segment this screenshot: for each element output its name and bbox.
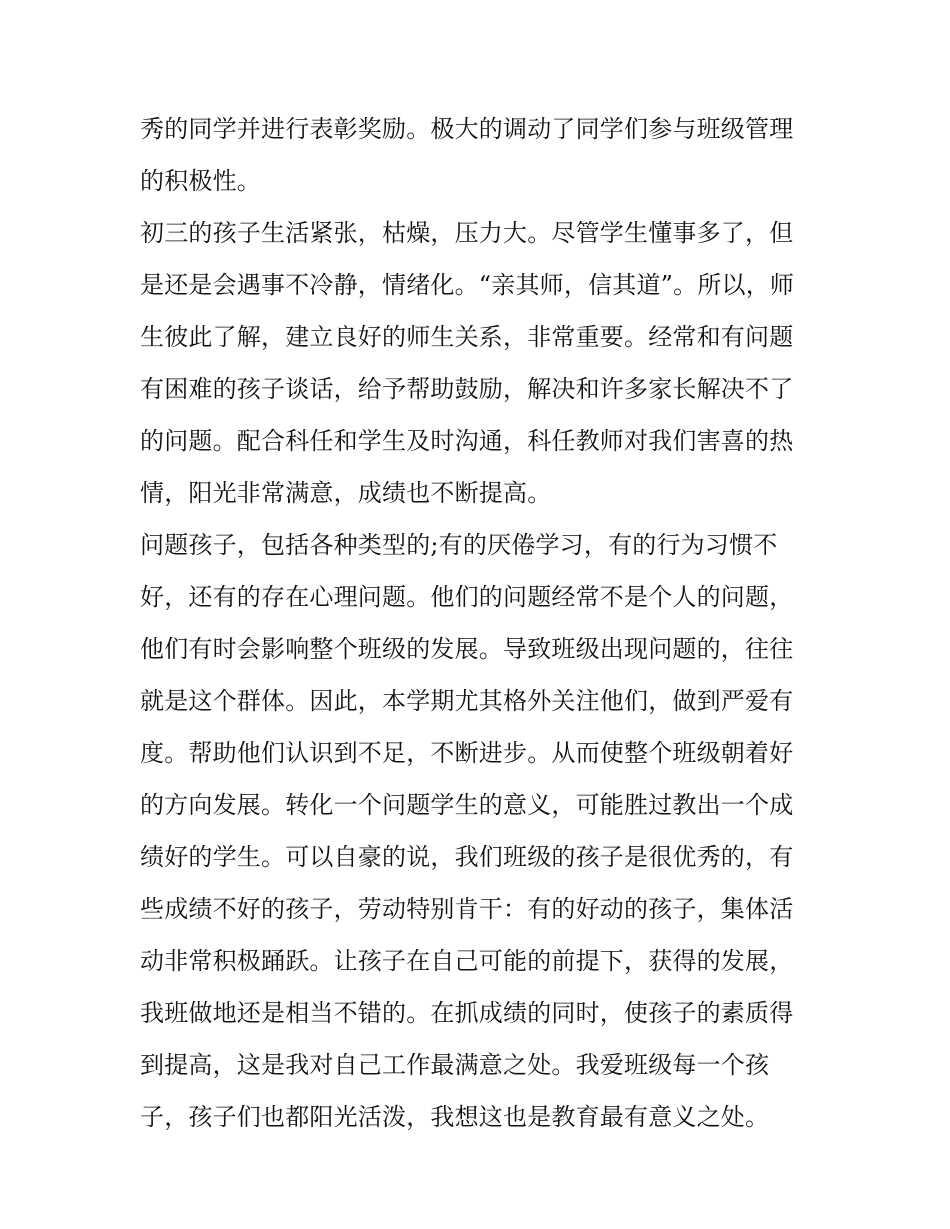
text-line: 些成绩不好的孩子，劳动特别肯干：有的好动的孩子，集体活 bbox=[140, 895, 794, 923]
text-line: 动非常积极踊跃。让孩子在自己可能的前提下，获得的发展， bbox=[140, 947, 794, 975]
text-line: 好，还有的存在心理问题。他们的问题经常不是个人的问题， bbox=[140, 583, 794, 611]
text-line: 是还是会遇事不冷静，情绪化。“亲其师，信其道”。所以，师 bbox=[140, 271, 795, 299]
body-text bbox=[140, 103, 820, 1143]
text-line: 的方向发展。转化一个问题学生的意义，可能胜过教出一个成 bbox=[140, 791, 794, 819]
text-line: 情，阳光非常满意，成绩也不断提高。 bbox=[140, 479, 552, 507]
text-line: 到提高，这是我对自己工作最满意之处。我爱班级每一个孩 bbox=[140, 1051, 770, 1079]
text-line: 问题孩子，包括各种类型的;有的厌倦学习，有的行为习惯不 bbox=[140, 531, 778, 559]
text-line: 的积极性。 bbox=[140, 167, 261, 195]
text-line: 度。帮助他们认识到不足，不断进步。从而使整个班级朝着好 bbox=[140, 739, 794, 767]
text-line: 绩好的学生。可以自豪的说，我们班级的孩子是很优秀的，有 bbox=[140, 843, 794, 871]
text-line: 秀的同学并进行表彰奖励。极大的调动了同学们参与班级管理 bbox=[140, 115, 794, 143]
text-line: 初三的孩子生活紧张，枯燥，压力大。尽管学生懂事多了，但 bbox=[140, 219, 794, 247]
text-line: 生彼此了解，建立良好的师生关系，非常重要。经常和有问题 bbox=[140, 323, 794, 351]
text-line: 他们有时会影响整个班级的发展。导致班级出现问题的，往往 bbox=[140, 635, 794, 663]
text-line: 就是这个群体。因此，本学期尤其格外关注他们，做到严爱有 bbox=[140, 687, 794, 715]
text-line: 我班做地还是相当不错的。在抓成绩的同时，使孩子的素质得 bbox=[140, 999, 794, 1027]
text-line: 子，孩子们也都阳光活泼，我想这也是教育最有意义之处。 bbox=[140, 1103, 770, 1131]
text-line: 的问题。配合科任和学生及时沟通，科任教师对我们害喜的热 bbox=[140, 427, 794, 455]
text-line: 有困难的孩子谈话，给予帮助鼓励，解决和许多家长解决不了 bbox=[140, 375, 794, 403]
